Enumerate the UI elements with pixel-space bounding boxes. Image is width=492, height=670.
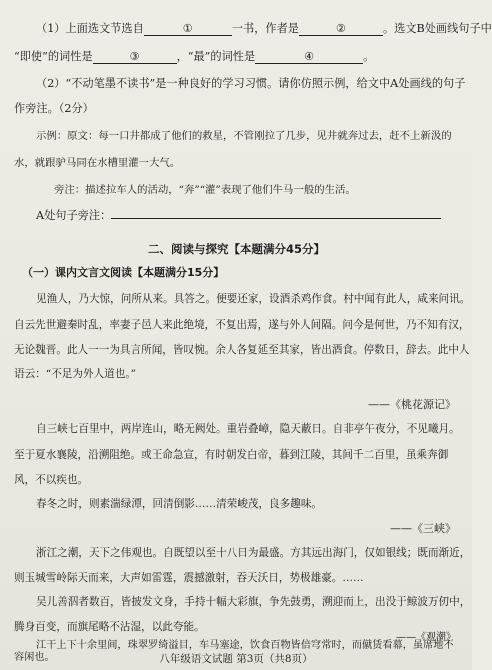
q2-prompt-line-1: （2）“不动笔墨不读书”是一种良好的学习习惯。请你仿照示例，给文中A处画线的句子 (36, 77, 466, 90)
text-a-line: 无论魏晋。此人一一为具言所闻，皆叹惋。余人各复延至其家，皆出酒食。停数日，辞去。此中人 (14, 344, 470, 356)
blank-4[interactable] (255, 51, 363, 64)
text-b-line: 春冬之时，则素湍绿潭，回清倒影……清荣峻茂，良多趣味。 (36, 498, 323, 510)
page-footer: 八年级语文试题 第3页（共8页） (159, 653, 313, 665)
text-b-line: 风，不以疾也。 (14, 474, 89, 486)
blank-1[interactable] (144, 23, 232, 36)
q1-line-1 (36, 22, 492, 36)
q1-text-6: 。 (363, 50, 375, 63)
text-b-line: 至于夏水襄陵，沿溯阻绝。或王命急宣，有时朝发白帝，暮到江陵，其间千二百里，虽乘奔御 (14, 449, 449, 461)
text-a-line: 见渔人，乃大惊，问所从来。具答之。便要还家，设酒杀鸡作食。村中闻有此人，咸来问讯。 (36, 293, 471, 305)
text-c-line: 则玉城雪岭际天而来，大声如雷霆，震撼激射，吞天沃日，势极雄豪。…… (14, 572, 364, 584)
text-a-line: 语云：“不足为外人道也。” (14, 368, 137, 380)
blank-3[interactable] (93, 51, 177, 64)
blank-3-marker: ③ (129, 50, 140, 63)
q1-text-3: 。选文B处画线句子中 (382, 22, 492, 35)
q1-text-2: 一书，作者是 (231, 22, 299, 35)
example-line-2: 水，就跟驴马同在水槽里灌一大气。 (14, 157, 181, 169)
q2-answer-line (36, 209, 472, 223)
subsection-1-title: （一）课内文言文阅读【本题满分15分】 (22, 266, 225, 279)
text-c-line: 江干上下十余里间，珠翠罗绮溢目，车马塞途，饮食百物皆倍穹常时，而僦赁看幕，虽席地不 (36, 640, 454, 651)
text-b-line: 自三峡七百里中，两岸连山，略无阙处。重岩叠嶂，隐天蔽日。自非亭午夜分，不见曦月。 (36, 423, 460, 435)
q1-text-4: “即使”的词性是 (14, 50, 93, 63)
text-c-line: 浙江之潮，天下之伟观也。自既望以至十八日为最盛。方其远出海门，仅如银线；既而渐近， (36, 547, 471, 559)
text-c-line: 腾身百变，而旗尾略不沾湿，以此夸能。 (14, 621, 205, 633)
example-note: 旁注：描述拉车人的活动，“奔”“灌”表现了他们牛马一般的生活。 (54, 184, 356, 196)
q2-prompt-line-2: 作旁注。（2分） (14, 102, 94, 115)
text-a-line: 自云先世避秦时乱，率妻子邑人来此绝境，不复出焉，遂与外人间隔。问今是何世，乃不知有汉， (14, 319, 470, 331)
q1-text-5: ，“最”的词性是 (176, 50, 256, 63)
text-b-source: ——《三峡》 (390, 522, 456, 535)
q1-text-1: （1）上面选文节选自 (36, 22, 144, 35)
text-c-line: 吴儿善泅者数百，皆披发文身，手持十幅大彩旗，争先鼓勇，溯迎而上，出没于鲸波万仞中， (36, 596, 471, 608)
blank-1-marker: ① (182, 22, 193, 35)
blank-2[interactable] (299, 23, 383, 36)
blank-4-marker: ④ (304, 50, 315, 63)
answer-field[interactable] (111, 218, 441, 219)
section-2-title: 二、阅读与探究【本题满分45分】 (148, 242, 326, 256)
q1-line-2 (14, 50, 472, 64)
answer-label: A处句子旁注： (36, 209, 112, 222)
text-c-source: ——《观潮》 (396, 632, 456, 643)
example-line-1: 示例：原文：每一口井都成了他们的救星，不管刚拉了几步，见井就奔过去，赶不上新汲的 (36, 130, 452, 142)
blank-2-marker: ② (335, 22, 346, 35)
text-c-line: 容闲也。 (14, 652, 55, 663)
text-a-source: ——《桃花源记》 (368, 398, 456, 411)
